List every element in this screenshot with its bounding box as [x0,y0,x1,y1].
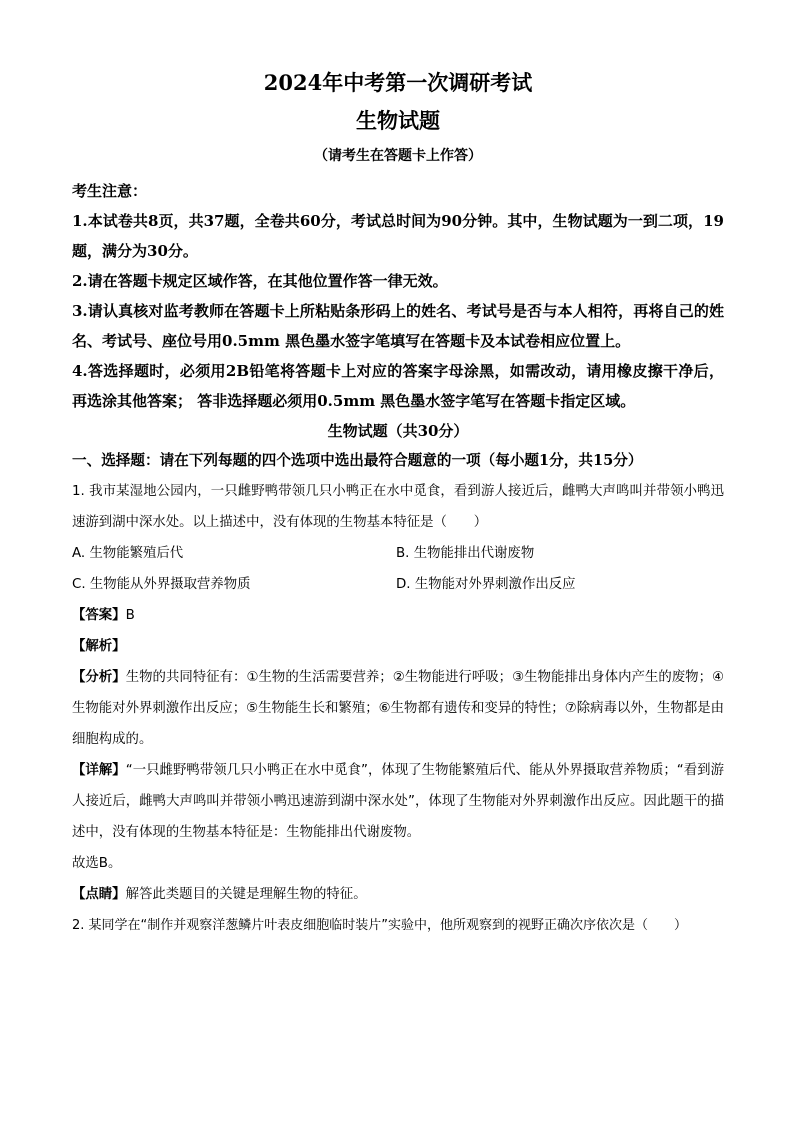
subject-title: 生物试题 [356,108,440,133]
option-a: A. 生物能繁殖后代 [72,546,184,561]
question-1-options [72,538,724,600]
notice-heading: 考生注意： [72,182,148,200]
fenxi-tag: 【分析】 [72,670,126,685]
candidate-notice [72,176,724,416]
conclusion-line: 故选B。 [72,856,122,871]
answer-value: B [125,608,135,623]
notice-item-2: 2.请在答题卡规定区域作答，在其他位置作答一律无效。 [72,272,448,290]
exam-page [72,68,724,941]
dianjing-text: 解答此类题目的关键是理解生物的特征。 [125,887,367,902]
answer-line [72,600,724,631]
question-1-stem: 1. 我市某湿地公园内，一只雌野鸭带领几只小鸭正在水中觅食，看到游人接近后，雌鸭大声鸣叫并带领小鸭迅速游到湖中深水处。以上描述中，没有体现的生物基本特征是（ ） [72,484,724,530]
option-b: B. 生物能排出代谢废物 [396,546,535,561]
analysis-line [72,631,724,662]
question-2-stem: 2. 某同学在“制作并观察洋葱鳞片叶表皮细胞临时装片”实验中，他所观察到的视野正确次序依次是（ ） [72,918,688,933]
notice-item-4: 4.答选择题时，必须用2B铅笔将答题卡上对应的答案字母涂黑，如需改动，请用橡皮擦干净后，再选涂其他答案； 答非选择题必须用0.5mm 黑色墨水签字笔写在答题卡指定区域。 [72,362,724,410]
notice-item-3: 3.请认真核对监考教师在答题卡上所粘贴条形码上的姓名、考试号是否与本人相符，再将自己的姓名、考试号、座位号用0.5mm 黑色墨水签字笔填写在答题卡及本试卷相应位置上。 [72,302,724,350]
xiangjie-text: “一只雌野鸭带领几只小鸭正在水中觅食”，体现了生物能繁殖后代、能从外界摄取营养物质；“看到游人接近后，雌鸭大声鸣叫并带领小鸭迅速游到湖中深水处”，体现了生物能对外界刺激作出反应。因此题干的描述中，没有体现的生物基本特征是：生物能排出代谢废物。 [72,763,724,840]
xiangjie-paragraph [72,755,724,848]
xiangjie-tag: 【详解】 [72,763,126,778]
dianjing-tag: 【点睛】 [72,887,126,902]
fenxi-text: 生物的共同特征有：①生物的生活需要营养；②生物能进行呼吸；③生物能排出身体内产生的废物；④生物能对外界刺激作出反应；⑤生物能生长和繁殖；⑥生物都有遗传和变异的特性；⑦除病毒以外，生物都是由细胞构成的。 [72,670,725,747]
dianjing-paragraph [72,879,724,910]
analysis-tag: 【解析】 [72,639,126,654]
fenxi-paragraph [72,662,724,755]
answer-tag: 【答案】 [72,608,126,623]
option-d: D. 生物能对外界刺激作出反应 [396,577,576,592]
section-title: 生物试题（共30分） [327,422,469,440]
part1-heading: 一、选择题：请在下列每题的四个选项中选出最符合题意的一项（每小题1分，共15分） [72,452,643,469]
notice-item-1: 1.本试卷共8页，共37题，全卷共60分，考试总时间为90分钟。其中，生物试题为一到二项，19题，满分为30分。 [72,212,724,260]
exam-title: 2024年中考第一次调研考试 [263,70,533,95]
question-1 [72,476,724,910]
answer-instruction: （请考生在答题卡上作答） [314,148,482,164]
question-2 [72,910,724,941]
option-c: C. 生物能从外界摄取营养物质 [72,577,251,592]
